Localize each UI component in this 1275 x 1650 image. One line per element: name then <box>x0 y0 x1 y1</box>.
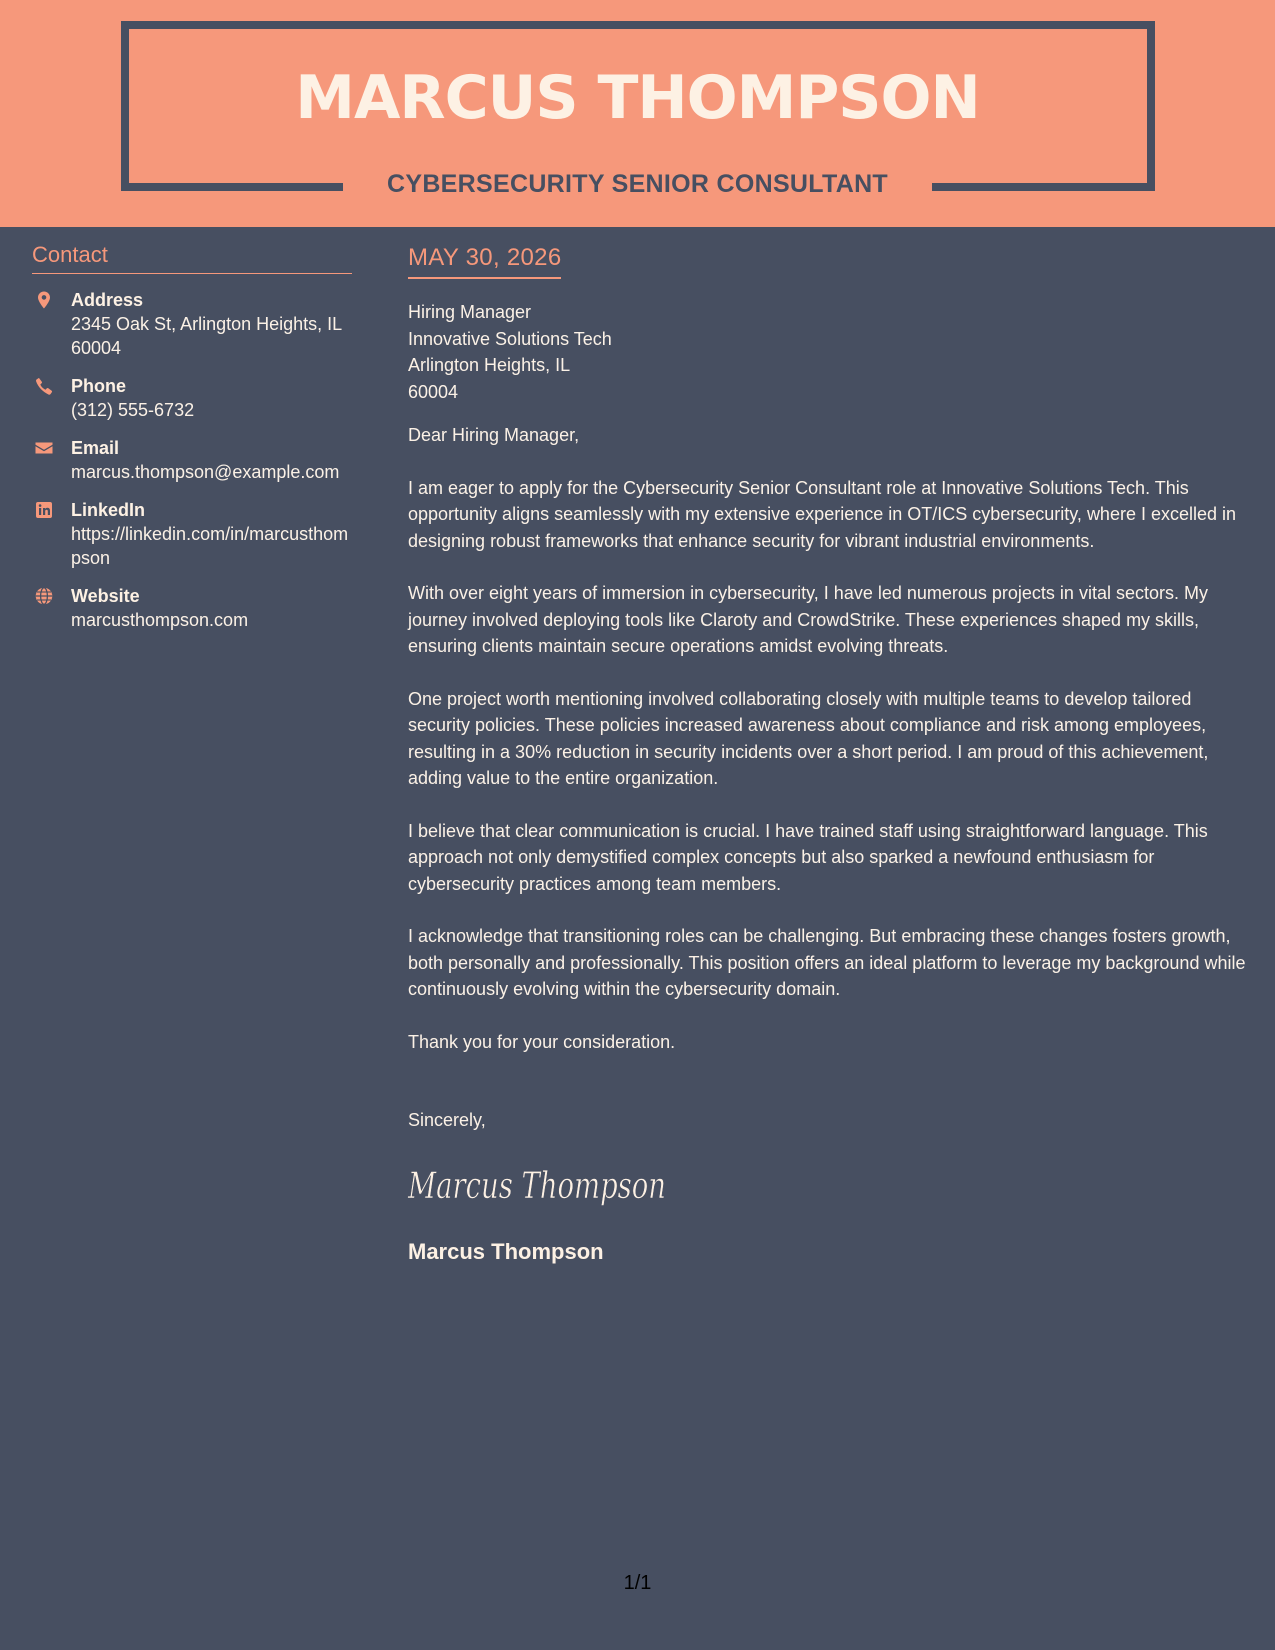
map-pin-icon <box>34 290 54 310</box>
envelope-icon <box>34 438 54 458</box>
date-block <box>408 243 561 279</box>
contact-label: Phone <box>71 376 127 396</box>
body-paragraph: With over eight years of immersion in cybersecurity, I have led numerous projects in vital sectors. My journey involved deploying tools like Claroty and CrowdStrike. These experiences shaped my skills, ensuring clients maintain secure operations amidst evolving threats. <box>408 583 1208 656</box>
recipient-block <box>408 299 1248 405</box>
contact-label: Website <box>71 586 140 606</box>
body-paragraph: I am eager to apply for the Cybersecurity Senior Consultant role at Innovative Solutions Tech. This opportunity aligns seamlessly with my extensive experience in OT/ICS cybersecurity, where I excelled in designing robust frameworks that enhance security for vibrant industrial environments. <box>408 477 1237 551</box>
contact-label: LinkedIn <box>71 500 146 520</box>
header-frame-bottom-left <box>121 183 343 191</box>
recipient-line: 60004 <box>408 381 459 402</box>
contact-label: Email <box>71 438 120 458</box>
contact-value: https://linkedin.com/in/marcusthompson <box>71 524 349 568</box>
recipient-line: Hiring Manager <box>408 302 532 322</box>
globe-icon <box>34 586 54 606</box>
page-number: 1/1 <box>623 1572 652 1594</box>
body-paragraph: I acknowledge that transitioning roles can be challenging. But embracing these changes fosters growth, both personally and professionally. This position offers an ideal platform to leverage my background while continuously evolving within the cybersecurity domain. <box>408 926 1246 999</box>
contact-value: marcusthompson.com <box>71 610 249 630</box>
letter-date: MAY 30, 2026 <box>408 244 562 271</box>
closing-line: Sincerely, <box>408 1110 486 1130</box>
contact-item-email <box>32 436 352 484</box>
contact-value: 2345 Oak St, Arlington Heights, IL 60004 <box>71 314 342 358</box>
salutation: Dear Hiring Manager, <box>408 425 580 445</box>
contact-heading: Contact <box>32 240 352 274</box>
recipient-line: Innovative Solutions Tech <box>408 328 612 349</box>
phone-icon <box>34 376 54 396</box>
signer-name: Marcus Thompson <box>408 1238 604 1264</box>
contact-label: Address <box>71 290 144 310</box>
contact-item-phone <box>32 374 352 422</box>
letter-body <box>408 243 1248 1267</box>
applicant-name: MARCUS THOMPSON <box>295 63 980 133</box>
header-frame-bottom-right <box>932 183 1155 191</box>
body-paragraph: One project worth mentioning involved collaborating closely with multiple teams to develop tailored security policies. These policies increased awareness about compliance and risk among employees, resulting in a 30% reduction in security incidents over a short period. I am proud of this achievement, adding value to the entire organization. <box>408 688 1209 788</box>
contact-value: (312) 555-6732 <box>71 400 195 420</box>
body-paragraph: I believe that clear communication is crucial. I have trained staff using straightforward language. This approach not only demystified complex concepts but also sparked a newfound enthusiasm for cybersecurity practices among team members. <box>408 820 1208 894</box>
linkedin-icon <box>34 500 54 520</box>
contact-item-address <box>32 288 352 360</box>
job-title: CYBERSECURITY SENIOR CONSULTANT <box>387 170 888 198</box>
signature-image <box>408 1160 668 1214</box>
thank-you-line: Thank you for your consideration. <box>408 1031 676 1052</box>
contact-sidebar <box>32 240 352 632</box>
recipient-line: Arlington Heights, IL <box>408 355 571 375</box>
svg-text:Marcus Thompson: Marcus Thompson <box>407 1165 666 1207</box>
contact-item-website <box>32 584 352 632</box>
contact-item-linkedin <box>32 498 352 570</box>
header-banner <box>0 0 1275 227</box>
contact-value: marcus.thompson@example.com <box>71 462 340 482</box>
